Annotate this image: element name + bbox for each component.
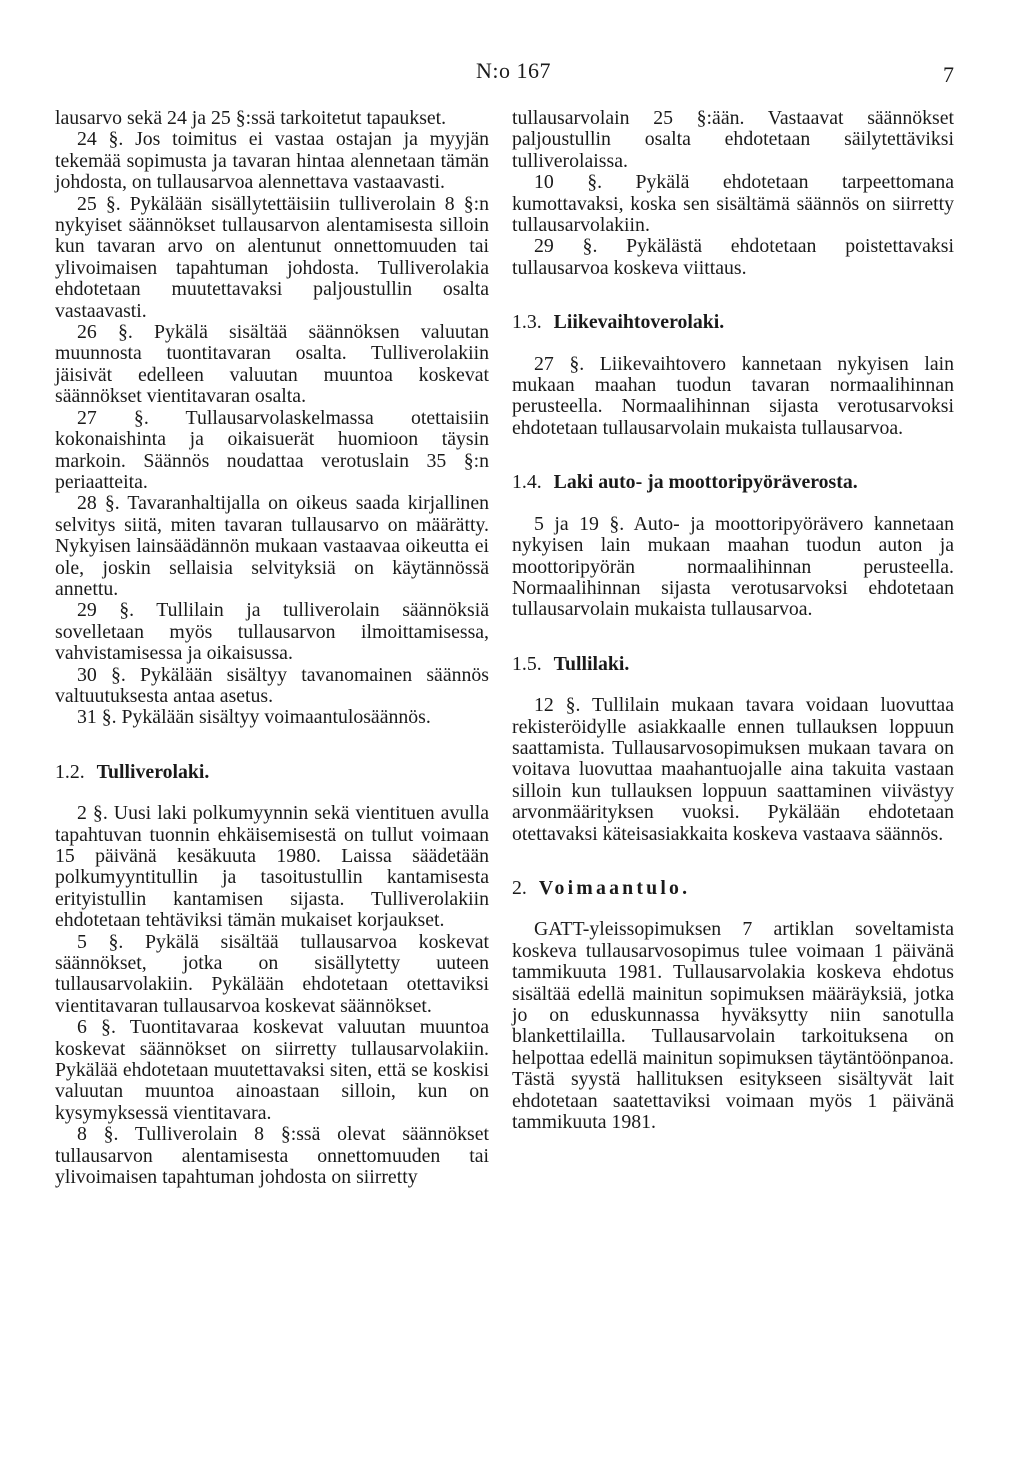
paragraph: 5 §. Pykälä sisältää tullausarvoa koskevat säännökset, jotka on sisällytetty uuteen tullausarvolakiin. Pykälään ehdotetaan otettaviksi vientitavaran tullausarvoa koskevat säännökset. [55, 930, 489, 1017]
paragraph: tullausarvolain 25 §:ään. Vastaavat säännökset paljoustullin osalta ehdotetaan säilytettäviksi tulliverolaissa. [512, 107, 954, 172]
section-title: Laki auto- ja moottoripyöräverosta. [553, 471, 858, 494]
section-number: 1.5. [512, 652, 542, 675]
paragraph: 5 ja 19 §. Auto- ja moottoripyörävero kannetaan nykyisen lain mukaan maahan tuodun auton ja moottoripyörän normaalihinnan perusteella. Normaalihinnan sijasta verotusarvoksi ehdotetaan tullausarvolain mukaista tullausarvoa. [512, 512, 954, 621]
paragraph: 24 §. Jos toimitus ei vastaa ostajan ja myyjän tekemää sopimusta ja tavaran hintaa alennetaan tämän johdosta, on tullausarvoa alennettava vastaavasti. [55, 128, 489, 194]
paragraph: 30 §. Pykälään sisältyy tavanomainen säännös valtuutuksesta antaa asetus. [55, 663, 489, 707]
section-title: Liikevaihtoverolaki. [553, 311, 725, 334]
paragraph: 27 §. Liikevaihtovero kannetaan nykyisen lain mukaan maahan tuodun tavaran normaalihinnan perusteella. Normaalihinnan sijasta verotusarvoksi ehdotetaan tullausarvolain mukaista tullausarvoa. [512, 352, 954, 439]
paragraph: 10 §. Pykälä ehdotetaan tarpeettomana kumottavaksi, koska sen sisältämä säännös on siirretty tullausarvolakiin. [512, 171, 954, 237]
page-number: 7 [943, 62, 954, 87]
section-heading-1-5 [512, 654, 954, 675]
paragraph: 28 §. Tavaranhaltijalla on oikeus saada kirjallinen selvitys siitä, miten tavaran tullausarvo on määrätty. Nykyisen lainsäädännön mukaan vastaavaa oikeutta ei ole, joskin sellaisia selvityksiä on käytännössä annettu. [55, 492, 489, 600]
section-heading-2 [512, 878, 954, 899]
section-number: 2. [512, 876, 527, 899]
paragraph: 29 §. Tullilain ja tulliverolain säännöksiä sovelletaan myös tullausarvon ilmoittamisessa, vahvistamisessa ja oikaisussa. [55, 599, 489, 665]
paragraph: 6 §. Tuontitavaraa koskevat valuutan muuntoa koskevat säännökset on siirretty tullausarvolakiin. Pykälää ehdotetaan muutettavaksi siten, että se koskisi valuutan muuntoa ainoastaan silloin, kun on kysymyksessä vientitavara. [55, 1016, 489, 1124]
section-number: 1.4. [512, 471, 542, 494]
paragraph: 12 §. Tullilain mukaan tavara voidaan luovuttaa rekisteröidylle asiakkaalle ennen tullauksen loppuun saattamista. Tullausarvosopimuksen mukaan tavara on voitava luovuttaa maahantuojalle aina takuita vastaan silloin kun tullauksen loppuun saattaminen viivästyy arvonmäärityksen vuoksi. Pykälään ehdotetaan otettavaksi käteisasiakkaita koskeva vastaava säännös. [512, 694, 954, 845]
section-title: Voimaantulo. [538, 876, 691, 899]
section-number: 1.3. [512, 311, 542, 334]
section-title: Tulliverolaki. [96, 760, 210, 783]
paragraph: 2 §. Uusi laki polkumyynnin sekä vientituen avulla tapahtuvan tuonnin ehkäisemisestä on tullut voimaan 15 päivänä kesäkuuta 1980. Laissa säädetään polkumyyntitullin ja tasoitustullin kantamisesta erityistullin kantamisen sijasta. Tulliverolakiin ehdotetaan tehtäviksi tämän mukaiset korjaukset. [55, 802, 489, 932]
left-column [55, 108, 489, 1189]
right-column [512, 108, 954, 1133]
paragraph: lausarvo sekä 24 ja 25 §:ssä tarkoitetut tapaukset. [55, 107, 447, 129]
document-number: N:o 167 [476, 58, 551, 83]
paragraph: 8 §. Tulliverolain 8 §:ssä olevat säännökset tullausarvon alentamisesta onnettomuuden tai ylivoimaisen tapahtuman johdosta on siirretty [55, 1123, 489, 1189]
paragraph: 29 §. Pykälästä ehdotetaan poistettavaksi tullausarvoa koskeva viittaus. [512, 235, 954, 279]
section-heading-1-4 [512, 472, 954, 493]
section-heading-1-2 [55, 762, 489, 783]
paragraph: GATT-yleissopimuksen 7 artiklan soveltamista koskeva tullausarvosopimus tulee voimaan 1 päivänä tammikuuta 1981. Tullausarvolakia koskeva ehdotus sisältää edellä mainitun sopimuksen määräyksiä, jotka jo on eduskunnassa hyväksytty niin sanotulla blankettilailla. Tullausarvolain tarkoituksena on helpottaa edellä mainitun sopimuksen täytäntöönpanoa. Tästä syystä hallituksen esitykseen sisältyvät lait ehdotetaan saatettaviksi voimaan myös 1 päivänä tammikuuta 1981. [512, 918, 954, 1134]
paragraph: 26 §. Pykälä sisältää säännöksen valuutan muunnosta tuontitavaran osalta. Tulliverolakiin jäisivät edelleen valuutan muuntoa koskevat säännökset vientitavaran osalta. [55, 321, 489, 408]
section-number: 1.2. [55, 760, 85, 783]
section-heading-1-3 [512, 312, 954, 333]
paragraph: 31 §. Pykälään sisältyy voimaantulosäännös. [77, 706, 431, 729]
section-title: Tullilaki. [553, 652, 630, 675]
paragraph: 27 §. Tullausarvolaskelmassa otettaisiin kokonaishinta ja oikaisuerät huomioon täysin markoin. Säännös noudattaa verotuslain 35 §:n periaatteita. [55, 406, 489, 493]
paragraph: 25 §. Pykälään sisällytettäisiin tulliverolain 8 §:n nykyiset säännökset tullausarvon alentamisesta silloin kun tavaran arvo on alentunut onnettomuuden tai ylivoimaisen tapahtuman johdosta. Tulliverolakia ehdotetaan muutettavaksi paljoustullin osalta vastaavasti. [55, 192, 489, 322]
